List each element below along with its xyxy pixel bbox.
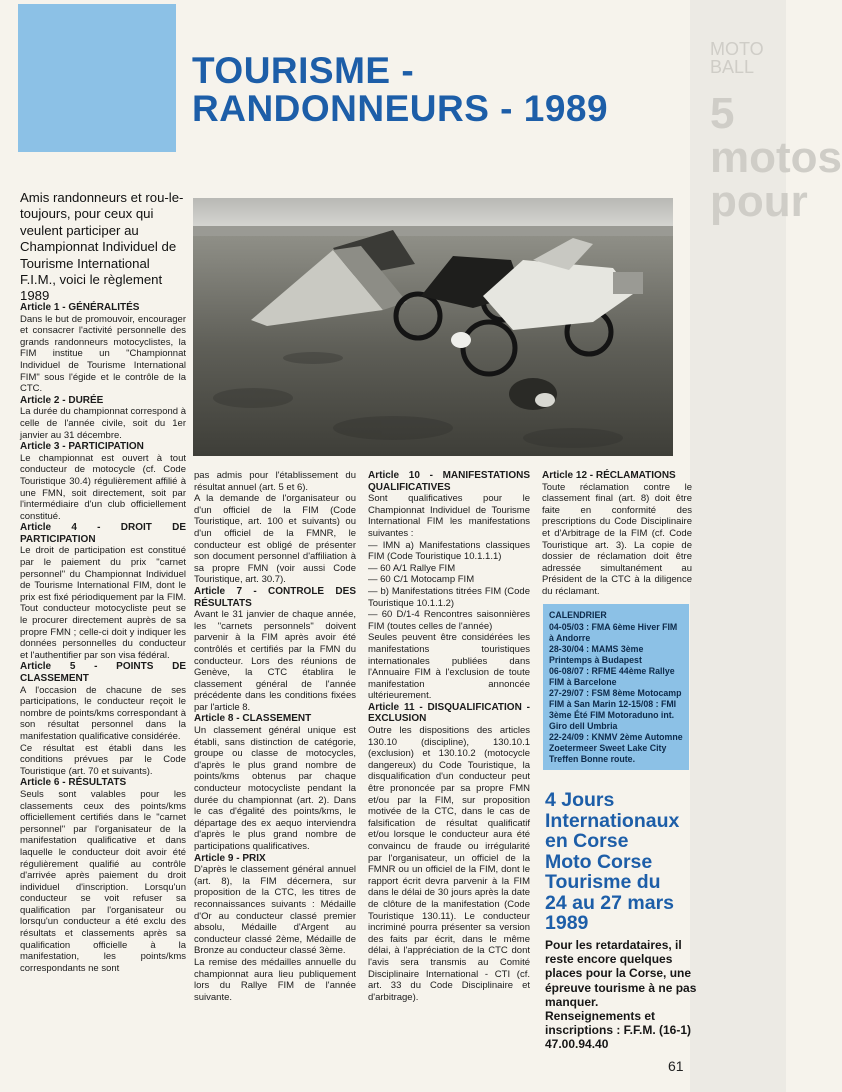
- corse-title-line: 24 au 27 mars: [545, 891, 675, 914]
- decorative-blue-block: [18, 4, 176, 152]
- article-text: A la demande de l'organisateur ou d'un officiel de la FIM (Code Touristique, art. 100 et suivants) ou d'un officiel de la FMNR, le conducteur est obligé de présenter son document personnel d'affiliation à sa propre FMN (voir aussi Code Touristique, art. 30.7).: [194, 493, 356, 586]
- calendar-box: [543, 604, 689, 770]
- article-text: — 60 A/1 Rallye FIM: [368, 562, 456, 574]
- article-column-1: [20, 302, 186, 974]
- article-text: Toute réclamation contre le classement final (art. 8) doit être faite en conformité des prescriptions du Code Disciplinaire et d'Arbitrage de la FIM (cf. Code Touristique art. 3). La copie de dossier de réclamation doit être adressée simultanément au Président de la CTC à la diligence du réclamant.: [542, 481, 692, 597]
- corse-announcement: [545, 938, 697, 1052]
- calendar-event: 22-24/09 : KNMV 2ème Automne Zoetermeer Sweet Lake City Treffen Bonne route.: [549, 732, 683, 764]
- calendar-event: 28-30/04 : MAMS 3ème Printemps à Budapest: [549, 644, 644, 665]
- corse-title-line: en Corse: [545, 830, 629, 852]
- corse-title-line: 4 Jours: [545, 789, 615, 811]
- article-text: Seules peuvent être considérées les manifestations touristiques internationales publiées dans l'Annuaire FIM à l'exclusion de toute manifestation annoncée ultérieurement.: [368, 632, 530, 702]
- calendar-event: 06-08/07 : RFME 44ème Rallye FIM à Barcelone: [549, 666, 675, 687]
- article-heading: Article 9 - PRIX: [194, 852, 266, 864]
- article-heading: Article 8 - CLASSEMENT: [194, 713, 312, 725]
- corse-title-line: 1989: [545, 912, 589, 934]
- article-text: Sont qualificatives pour le Championnat Individuel de Tourisme International FIM les manifestations suivantes :: [368, 493, 530, 539]
- article-text: A l'occasion de chacune de ses participations, le conducteur reçoit le nombre de points/kms correspondant à son résultat personnel dans la manifestation qualificative considérée.: [20, 684, 186, 742]
- article-text: — b) Manifestations titrées FIM (Code Touristique 10.1.1.2): [368, 585, 530, 609]
- article-text: Le championnat est ouvert à tout conducteur de motocycle (cf. Code Touristique 30.4) régulièrement affilié à une FMN, soit directement, soit par l'intermédiaire d'un club officiellement constitué.: [20, 452, 186, 522]
- bleed-header: MOTO BALL: [710, 39, 764, 77]
- article-column-4: [542, 470, 692, 598]
- article-text: — 60 C/1 Motocamp FIM: [368, 574, 475, 586]
- corse-title-line: Tourisme du: [545, 871, 661, 893]
- article-heading: Article 2 - DURÉE: [20, 394, 104, 406]
- article-text: La remise des médailles annuelle du championnat aura lieu publiquement lors du Rallye FIM de l'année suivante.: [194, 956, 356, 1003]
- article-text: Dans le but de promouvoir, encourager et consacrer l'activité personnelle des grands randonneurs motocyclistes, la FIM institue un "Championnat Individuel de Tourisme International FIM" sous l'égide et le contrôle de la CTC.: [20, 313, 186, 395]
- article-heading: Article 4 - DROIT DE PARTICIPATION: [20, 522, 186, 545]
- article-text: Seuls sont valables pour les classements ceux des points/kms officiellement certifiés dans le "carnet personnel" par l'organisateur de la manifestation qualificative et dans laquelle le conducteur doit avoir été régulièrement qualifié au contrôle d'arrivée après paiement du droit individuel d'inscription. Lorsqu'un conducteur se voit refuser sa qualification par l'organisateur ou lorsqu'un conducteur a été exclu des résultats et classements après sa qualification officielle à la manifestation, les points/kms correspondants ne sont: [20, 788, 186, 974]
- article-text: La durée du championnat correspond à celle de l'année civile, soit du 1er janvier au 31 décembre.: [20, 406, 186, 441]
- article-heading: Article 1 - GÉNÉRALITÉS: [20, 302, 140, 313]
- calendar-event: 04-05/03 : FMA 6ème Hiver FIM à Andorre: [549, 622, 678, 643]
- article-text: — 60 D/1-4 Rencontres saisonnières FIM (toutes celles de l'année): [368, 609, 530, 632]
- title-line-1: TOURISME -: [192, 50, 415, 91]
- corse-contact: Renseignements et inscriptions : F.F.M. (16-1) 47.00.94.40: [545, 1009, 692, 1052]
- article-heading: Article 11 - DISQUALIFICATION - EXCLUSION: [368, 701, 530, 725]
- article-text: Le droit de participation est constitué par le paiement du prix "carnet personnel" du Championnat Individuel de Tourisme International FIM, dont le prix est fixé périodiquement par la FIM. Tout conducteur motocycliste peut se le procurer directement auprès de sa propre FMN ; celle-ci doit y indiquer les données personnelles du conducteur et l'authentifier par son visa fédéral.: [20, 545, 186, 661]
- corse-title-line: Moto Corse: [545, 850, 653, 873]
- corse-title-line: Internationaux: [545, 809, 680, 832]
- motorcycle-camp-photo: [193, 198, 673, 456]
- article-text: Un classement général unique est établi, sans distinction de catégorie, groupe ou classe de motocycles, d'après le plus grand nombre de points/kms obtenus par chaque conducteur motocycliste pendant la durée du championnat (art. 2). Dans le cas d'égalité des points/kms, le départage des ex aequo interviendra d'après le plus grand nombre de participations qualificatives.: [194, 725, 356, 852]
- article-text: Avant le 31 janvier de chaque année, les "carnets personnels" doivent parvenir à la FIM après avoir été contrôlés et certifiés par la FMN du conducteur. Lors des réunions de Genève, la CTC établira le classement général de l'année précédente dans les conditions fixées par l'article 8.: [194, 609, 356, 713]
- photo-illustration: [193, 198, 673, 456]
- title-line-2: RANDONNEURS - 1989: [192, 88, 609, 129]
- article-text: Outre les dispositions des articles 130.10 (discipline), 130.10.1 (exclusion) et 130.10.2 (motocycle dangereux) du Code Touristique, la disqualification d'un conducteur peut être prononcée par sa propre FMN et/ou par la FIM, sur proposition motivée de la CTC, dans le cas de falsification de résultat qualificatif et/ou lorsque le conducteur aura été convaincu de fraude ou irrégularité par l'organisateur, un officiel de la FMNR ou un officiel de la FIM, dont le rapport écrit devra parvenir à la FIM dans le délai de 30 jours après la date de clôture de la manifestation (Code Touristique 130.11). Le conducteur incriminé pourra présenter sa version des faits par écrit, dans le même délai, à l'appréciation de la CTC dont l'avis sera transmis au Comité Disciplinaire International - CTI (cf. art. 33 du Code Disciplinaire et d'arbitrage).: [368, 725, 530, 1003]
- bleed-headline: 5 motos pour: [710, 89, 842, 226]
- page-number: 61: [668, 1058, 684, 1074]
- article-text: Ce résultat est établi dans les conditions prévues par le Code Touristique (art. 70 et suivants).: [20, 742, 186, 777]
- article-heading: Article 3 - PARTICIPATION: [20, 441, 144, 453]
- article-heading: Article 6 - RÉSULTATS: [20, 777, 127, 789]
- article-column-2: [194, 470, 356, 1003]
- corse-body-text: Pour les retardataires, il reste encore quelques places pour la Corse, une épreuve tourisme à ne pas manquer.: [545, 938, 697, 1009]
- article-text: D'après le classement général annuel (art. 8), la FIM décernera, sur proposition de la CTC, les titres de reconnaissances suivants : Médaille d'Or au conducteur classé premier absolu, Médaille d'Argent au conducteur classé 2ème, Médaille de Bronze au conducteur classé 3ème.: [194, 864, 356, 957]
- article-heading: Article 12 - RÉCLAMATIONS: [542, 470, 676, 481]
- page-title: [192, 52, 682, 128]
- article-heading: Article 10 - MANIFESTATIONS QUALIFICATIVES: [368, 470, 530, 493]
- article-column-3: [368, 470, 530, 1003]
- calendar-event: 27-29/07 : FSM 8ème Motocamp FIM à San Marin 12-15/08 : FMI 3ème Été FIM Motoraduno int. Giro dell Umbria: [549, 688, 682, 731]
- article-text: pas admis pour l'établissement du résultat annuel (art. 5 et 6).: [194, 470, 356, 493]
- corse-headline: [545, 790, 705, 934]
- article-heading: Article 7 - CONTROLE DES RÉSULTATS: [194, 585, 356, 609]
- article-heading: Article 5 - POINTS DE CLASSEMENT: [20, 661, 186, 684]
- intro-paragraph: Amis randonneurs et rou-le-toujours, pour ceux qui veulent participer au Championnat Individuel de Tourisme International F.I.M., voici le règlement 1989: [20, 190, 184, 304]
- article-text: — IMN a) Manifestations classiques FIM (Code Touristique 10.1.1.1): [368, 539, 530, 563]
- calendar-title: CALENDRIER: [549, 610, 607, 620]
